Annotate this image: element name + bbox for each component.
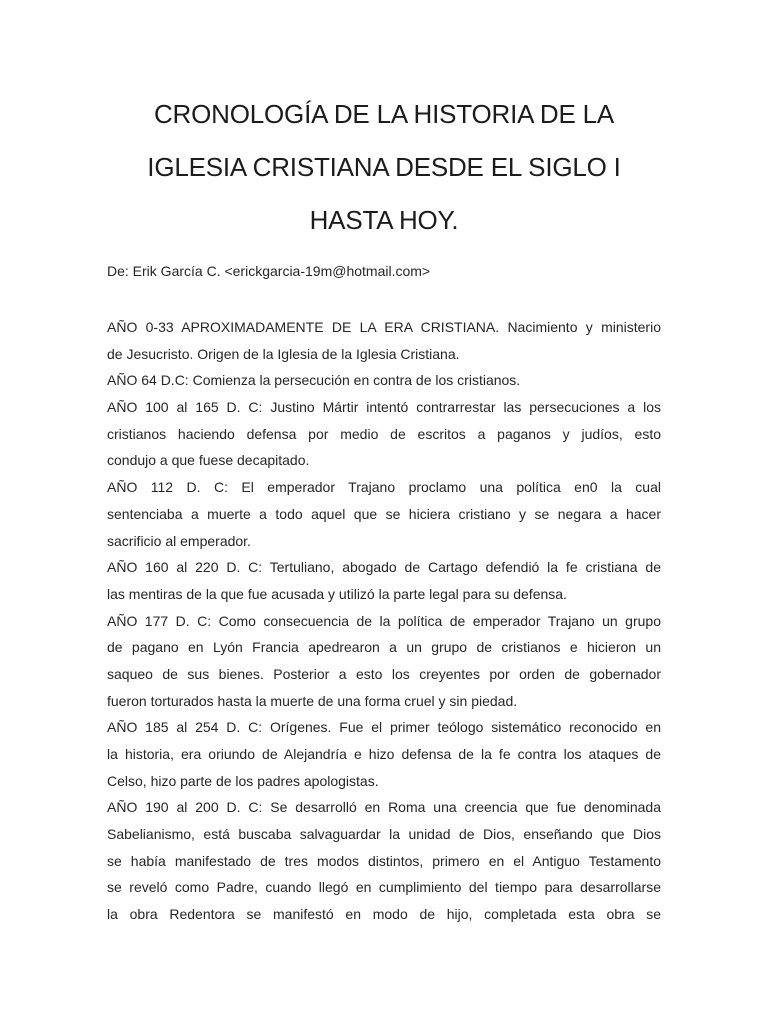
entry-line: AÑO 64 D.C: Comienza la persecución en contra de los cristianos.: [107, 372, 521, 389]
entry-line: AÑO 190 al 200 D. C: Se desarrolló en Roma una creencia que fue denominada: [107, 799, 661, 816]
entry-line: AÑO 185 al 254 D. C: Orígenes. Fue el primer teólogo sistemático reconocido en: [107, 719, 661, 736]
entry-line: AÑO 177 D. C: Como consecuencia de la política de emperador Trajano un grupo: [107, 612, 661, 629]
chronology-entry: [107, 474, 661, 554]
entry-line: cristianos haciendo defensa por medio de escritos a paganos y judíos, esto: [107, 425, 661, 442]
title-line: HASTA HOY.: [309, 205, 459, 235]
entry-line: se reveló como Padre, cuando llegó en cumplimiento del tiempo para desarrollarse: [107, 879, 661, 896]
author-line: De: Erik García C. <erickgarcia-19m@hotmail.com>: [107, 263, 431, 279]
chronology-entry: [107, 714, 661, 794]
entry-line: de Jesucristo. Origen de la Iglesia de la Iglesia Cristiana.: [107, 345, 460, 362]
entry-line: AÑO 112 D. C: El emperador Trajano proclamo una política en0 la cual: [107, 479, 661, 496]
chronology-entry: [107, 394, 661, 474]
entry-line: se había manifestado de tres modos distintos, primero en el Antiguo Testamento: [107, 852, 661, 869]
entry-line: la obra Redentora se manifestó en modo de hijo, completada esta obra se: [107, 906, 661, 923]
title-line: IGLESIA CRISTIANA DESDE EL SIGLO I: [147, 152, 621, 182]
entry-line: saqueo de sus bienes. Posterior a esto los creyentes por orden de gobernador: [107, 665, 661, 682]
chronology-entry: [107, 608, 661, 715]
chronology-entry: [107, 554, 661, 607]
entry-line: AÑO 160 al 220 D. C: Tertuliano, abogado de Cartago defendió la fe cristiana de: [107, 559, 661, 576]
entry-line: sacrificio al emperador.: [107, 532, 251, 549]
entry-line: condujo a que fuese decapitado.: [107, 452, 310, 469]
document-title: [0, 88, 768, 247]
entry-line: AÑO 0-33 APROXIMADAMENTE DE LA ERA CRISTIANA. Nacimiento y ministerio: [107, 319, 661, 335]
entry-line: fueron torturados hasta la muerte de una forma cruel y sin piedad.: [107, 692, 518, 709]
entry-line: de pagano en Lyón Francia apedrearon a un grupo de cristianos e hicieron un: [107, 639, 661, 656]
entry-line: AÑO 100 al 165 D. C: Justino Mártir intentó contrarrestar las persecuciones a los: [107, 399, 661, 416]
entry-line: la historia, era oriundo de Alejandría e hizo defensa de la fe contra los ataques de: [107, 746, 661, 762]
entry-line: Sabelianismo, está buscaba salvaguardar la unidad de Dios, enseñando que Dios: [107, 826, 661, 843]
document-body: [107, 314, 661, 928]
chronology-entry: [107, 367, 661, 394]
entry-line: las mentiras de la que fue acusada y utilizó la parte legal para su defensa.: [107, 585, 567, 602]
entry-line: sentenciaba a muerte a todo aquel que se hiciera cristiano y se negara a hacer: [107, 505, 661, 522]
chronology-entry: [107, 314, 661, 367]
entry-line: Celso, hizo parte de los padres apologistas.: [107, 772, 379, 789]
title-line: CRONOLOGÍA DE LA HISTORIA DE LA: [153, 99, 615, 129]
chronology-entry: [107, 794, 661, 927]
